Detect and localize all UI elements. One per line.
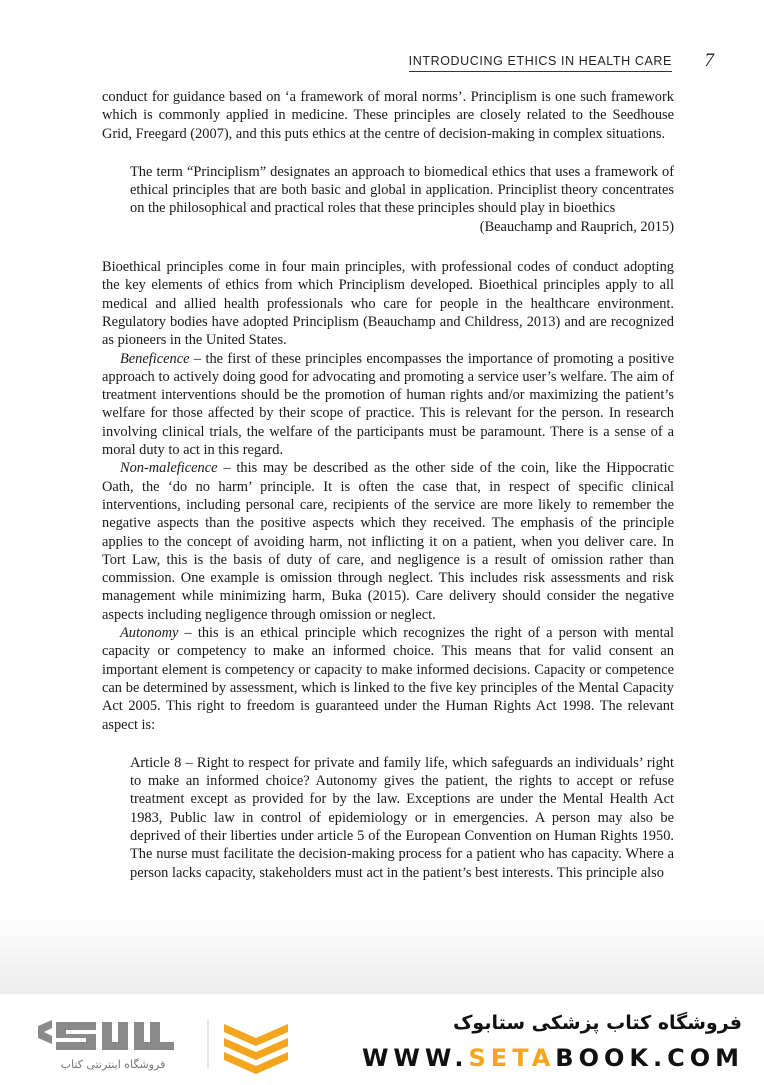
- page-number: 7: [704, 50, 714, 71]
- block-quote-article-8: [130, 754, 674, 882]
- main-text: [102, 88, 674, 882]
- running-head: INTRODUCING ETHICS IN HEALTH CARE: [409, 54, 672, 72]
- paragraph-non-maleficence: [102, 459, 674, 624]
- non-maleficence-text: – this may be described as the other side of the coin, like the Hippocratic Oath, the ‘do no harm’ principle. It is often the case that, in respect of specific clinical interventions, including personal care, recipients of the service are more likely to remember the negative aspects than the positive aspects which they received. The emphasis of the principle applies to the concept of avoiding harm, not inflicting it on a patient, when you deliver care. In Tort Law, this is the basis of duty of care, and negligence is a result of omission rather than commission. One example is omission through neglect. This includes risk assessments and risk management while minimizing harm, Buka (2015). Care delivery should consider the negative aspects including negligence through omission or neglect.: [102, 460, 674, 623]
- autonomy-text: – this is an ethical principle which recognizes the right of a person with mental capacity or competency to make an informed choice. This means that for valid consent an important element is competency or capacity to make informed decisions. Capacity or competence can be determined by assessment, which is linked to the five key principles of the Mental Capacity Act 2005. This right to freedom is guaranteed under the Human Rights Act 1998. The relevant aspect is:: [102, 625, 674, 733]
- bottom-fade-overlay: [0, 910, 764, 1000]
- block-quote-principlism: [130, 163, 674, 236]
- url-accent: SETA: [468, 1044, 556, 1072]
- term-autonomy: Autonomy: [120, 625, 179, 642]
- store-logo: [28, 1016, 298, 1080]
- quote-text: The term “Principlism” designates an approach to biomedical ethics that uses a framework of ethical principles that are both basic and global in application. Principlist theory concentrates on the philosophical and practical roles that these principles should play in bioethics: [130, 163, 674, 217]
- logo-caption: فروشگاه اینترنتی کتاب: [60, 1058, 166, 1071]
- paragraph-bioethical-principles: Bioethical principles come in four main principles, with professional codes of conduct adopting the key elements of ethics from which Principlism developed. Bioethical principles apply to all medical and allied health professionals who care for people in the healthcare environment. Regulatory bodies have adopted Principlism (Beauchamp and Childress, 2013) and are recognized as pioneers in the United States.: [102, 259, 674, 349]
- term-beneficence: Beneficence: [120, 350, 190, 367]
- beneficence-text: – the first of these principles encompasses the importance of promoting a positive approach to actively doing good for advocating and promoting a service user’s welfare. The aim of treatment interventions should be the promotion of human rights and/or maximizing the patient’s welfare for those affected by their scope of practice. This is relevant for the person. In research involving clinical trials, the welfare of the participants must be paramount. There is a sense of a moral duty to act in this regard.: [102, 350, 674, 459]
- paragraph-autonomy: [102, 624, 674, 734]
- paragraph-beneficence: [102, 350, 674, 460]
- term-non-maleficence: Non-maleficence: [120, 460, 218, 477]
- store-name: فروشگاه کتاب پزشکی ستابوک: [452, 1012, 742, 1034]
- paragraph-principlism-intro: conduct for guidance based on ‘a framework of moral norms’. Principlism is one such framework which is commonly applied in medicine. These principles are closely related to the Seedhouse Grid, Freegard (2007), and this puts ethics at the centre of decision-making in complex situations.: [102, 89, 674, 142]
- quote-text: Article 8 – Right to respect for private and family life, which safeguards an individuals’ right to make an informed choice? Autonomy gives the patient, the rights to accept or refuse treatment except as provided for by the law. Exceptions are under the Mental Health Act 1983, Public law in control of epidemiology or in emergencies. A person may also be deprived of their liberties under article 5 of the European Convention on Human Rights 1950. The nurse must facilitate the decision-making process for a patient who has capacity. Where a person lacks capacity, stakeholders must act in the patient’s best interests. This principle also: [130, 754, 674, 881]
- quote-citation: (Beauchamp and Rauprich, 2015): [479, 218, 674, 235]
- store-url: [362, 1044, 744, 1072]
- page-header: [0, 52, 764, 76]
- url-suffix: BOOK.COM: [555, 1044, 744, 1072]
- url-prefix: WWW.: [361, 1044, 469, 1072]
